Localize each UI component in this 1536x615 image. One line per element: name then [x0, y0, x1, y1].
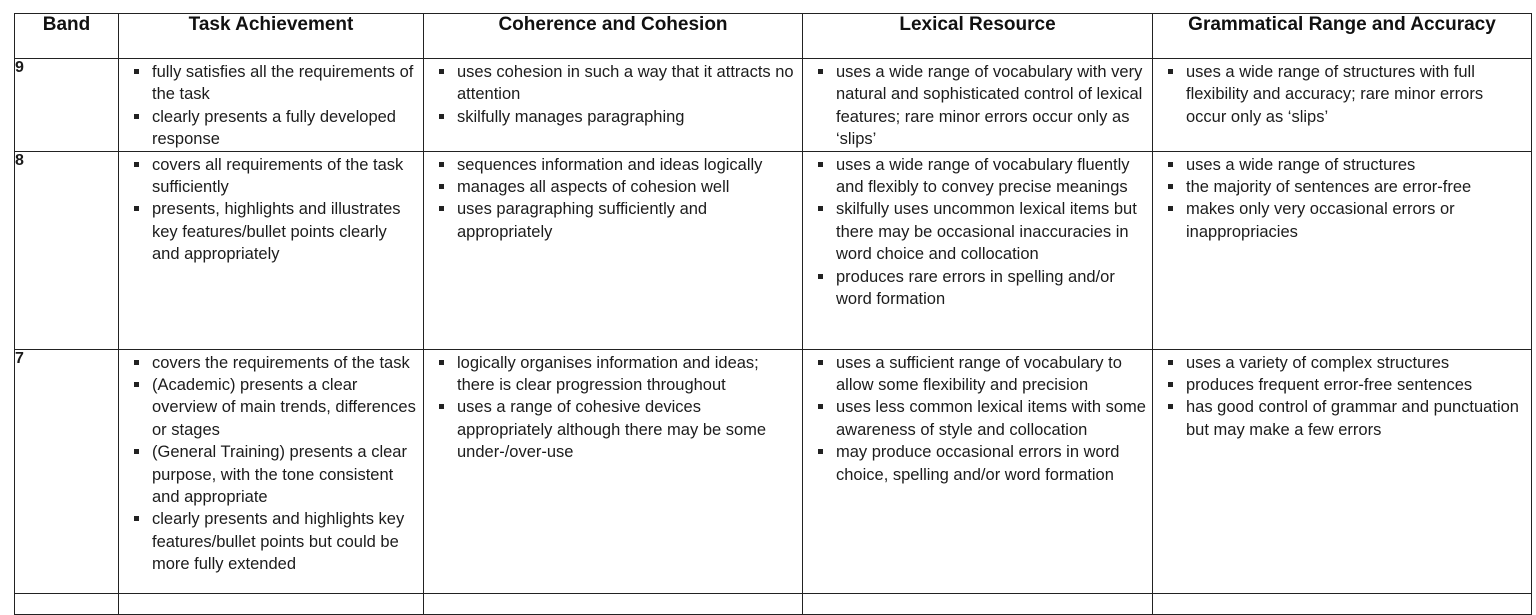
grammar-cell [1153, 151, 1532, 349]
task-achievement-cell [119, 59, 424, 152]
list-item: produces rare errors in spelling and/or word formation [815, 266, 1146, 311]
list-item: skilfully uses uncommon lexical items but there may be occasional inaccuracies in word choice and collocation [815, 198, 1146, 265]
table-row [15, 151, 1532, 349]
list-item: uses a wide range of vocabulary with very natural and sophisticated control of lexical features; rare minor errors occur only as ‘slips’ [815, 61, 1146, 151]
list-item: presents, highlights and illustrates key features/bullet points clearly and appropriately [131, 198, 417, 265]
header-band: Band [15, 14, 119, 59]
coherence-cell [424, 151, 803, 349]
list-item: (Academic) presents a clear overview of main trends, differences or stages [131, 374, 417, 441]
band-number: 8 [15, 151, 119, 349]
list-item: uses a wide range of structures [1165, 154, 1525, 176]
header-coherence-cohesion: Coherence and Cohesion [424, 14, 803, 59]
header-grammatical-range: Grammatical Range and Accuracy [1153, 14, 1532, 59]
list-item: uses paragraphing sufficiently and appropriately [436, 198, 796, 243]
band-descriptors-table [14, 13, 1532, 615]
list-item: (General Training) presents a clear purpose, with the tone consistent and appropriate [131, 441, 417, 508]
list-item: clearly presents a fully developed response [131, 106, 417, 151]
list-item: produces frequent error-free sentences [1165, 374, 1525, 396]
list-item: manages all aspects of cohesion well [436, 176, 796, 198]
coherence-cell [424, 349, 803, 593]
list-item: the majority of sentences are error-free [1165, 176, 1525, 198]
list-item: sequences information and ideas logically [436, 154, 796, 176]
header-row [15, 14, 1532, 59]
list-item: uses less common lexical items with some awareness of style and collocation [815, 396, 1146, 441]
band-number: 9 [15, 59, 119, 152]
table-row-cutoff [15, 593, 1532, 614]
table-row [15, 59, 1532, 152]
empty-cell [119, 593, 424, 614]
empty-cell [803, 593, 1153, 614]
list-item: uses cohesion in such a way that it attracts no attention [436, 61, 796, 106]
list-item: uses a sufficient range of vocabulary to allow some flexibility and precision [815, 352, 1146, 397]
list-item: has good control of grammar and punctuation but may make a few errors [1165, 396, 1525, 441]
task-achievement-cell [119, 151, 424, 349]
list-item: may produce occasional errors in word choice, spelling and/or word formation [815, 441, 1146, 486]
grammar-cell [1153, 349, 1532, 593]
list-item: makes only very occasional errors or inappropriacies [1165, 198, 1525, 243]
list-item: uses a range of cohesive devices appropriately although there may be some under-/over-use [436, 396, 796, 463]
list-item: covers all requirements of the task sufficiently [131, 154, 417, 199]
list-item: uses a wide range of structures with full flexibility and accuracy; rare minor errors occur only as ‘slips’ [1165, 61, 1525, 128]
list-item: logically organises information and ideas; there is clear progression throughout [436, 352, 796, 397]
list-item: uses a variety of complex structures [1165, 352, 1525, 374]
band-number: 7 [15, 349, 119, 593]
empty-cell [424, 593, 803, 614]
list-item: covers the requirements of the task [131, 352, 417, 374]
list-item: fully satisfies all the requirements of the task [131, 61, 417, 106]
empty-cell [1153, 593, 1532, 614]
lexical-cell [803, 151, 1153, 349]
task-achievement-cell [119, 349, 424, 593]
coherence-cell [424, 59, 803, 152]
empty-cell [15, 593, 119, 614]
list-item: uses a wide range of vocabulary fluently and flexibly to convey precise meanings [815, 154, 1146, 199]
list-item: clearly presents and highlights key features/bullet points but could be more fully extended [131, 508, 417, 575]
grammar-cell [1153, 59, 1532, 152]
table-row [15, 349, 1532, 593]
lexical-cell [803, 59, 1153, 152]
lexical-cell [803, 349, 1153, 593]
list-item: skilfully manages paragraphing [436, 106, 796, 128]
header-task-achievement: Task Achievement [119, 14, 424, 59]
header-lexical-resource: Lexical Resource [803, 14, 1153, 59]
